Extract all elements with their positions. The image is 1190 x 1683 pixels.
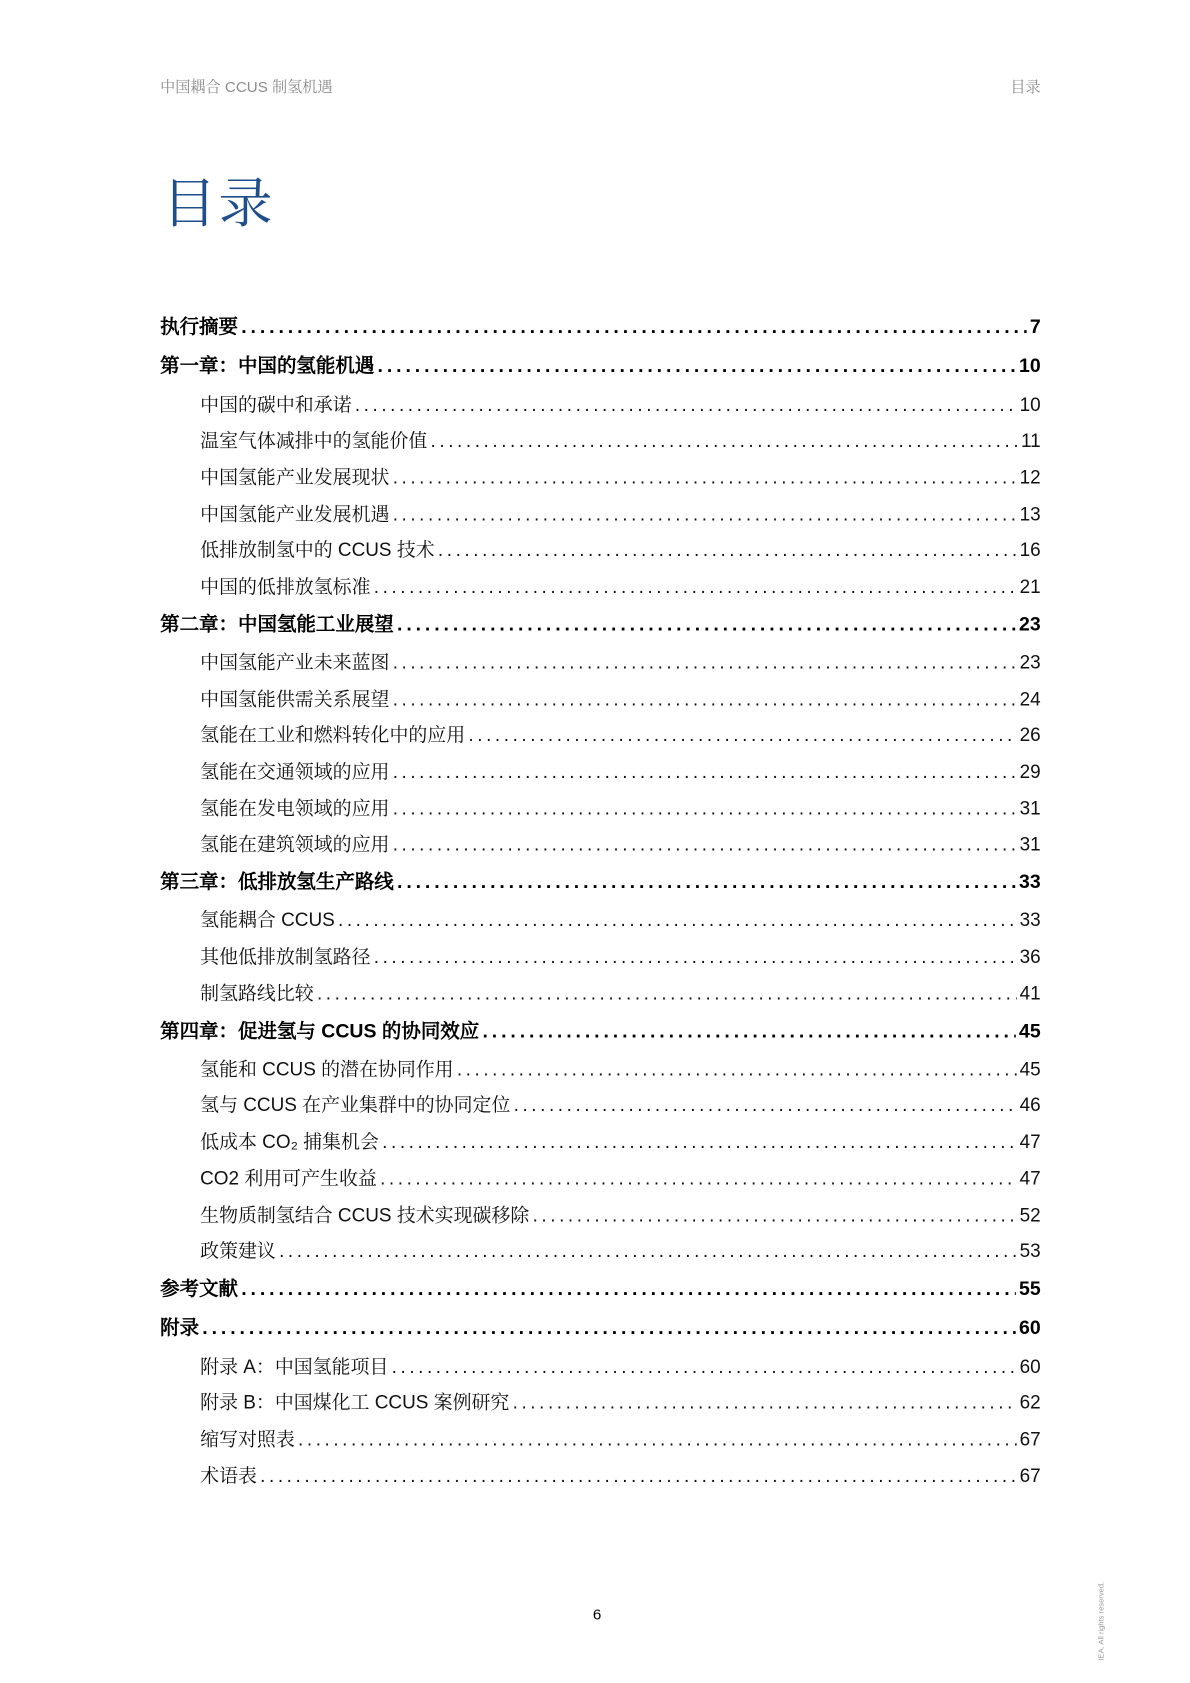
toc-entry-label: 氢能耦合 CCUS <box>200 909 335 931</box>
dot-leader <box>468 724 1016 747</box>
toc-entry-label: 中国氢能产业发展现状 <box>200 466 390 488</box>
dot-leader <box>393 761 1017 784</box>
toc-entry-page: 45 <box>1019 1019 1041 1042</box>
table-of-contents <box>160 312 1041 1498</box>
dot-leader <box>260 1464 1016 1487</box>
toc-entry-label: 中国氢能产业未来蓝图 <box>200 651 390 673</box>
toc-entry-page: 31 <box>1019 833 1041 856</box>
toc-section-entry[interactable] <box>160 979 1041 1015</box>
toc-entry-label: 温室气体减排中的氢能价值 <box>200 429 428 452</box>
toc-entry-label: 执行摘要 <box>160 315 238 338</box>
toc-entry-label: 氢能和 CCUS 的潜在协同作用 <box>200 1057 454 1080</box>
toc-entry-label: CO2 利用可产生收益 <box>200 1167 377 1189</box>
toc-entry-label: 第四章：促进氢与 CCUS 的协同效应 <box>160 1019 480 1042</box>
toc-entry-page: 36 <box>1019 945 1041 968</box>
toc-entry-page: 67 <box>1019 1464 1041 1486</box>
dot-leader <box>393 797 1017 820</box>
toc-entry-page: 52 <box>1019 1203 1041 1226</box>
toc-entry-page: 24 <box>1019 687 1041 710</box>
dot-leader <box>241 316 1026 339</box>
toc-entry-page: 41 <box>1019 982 1041 1004</box>
dot-leader <box>393 833 1017 856</box>
toc-entry-page: 10 <box>1019 355 1041 377</box>
toc-entry-page: 29 <box>1019 760 1041 783</box>
toc-entry-label: 术语表 <box>200 1464 257 1486</box>
toc-entry-label: 附录 <box>160 1316 200 1339</box>
toc-entry-page: 47 <box>1019 1130 1041 1153</box>
dot-leader <box>338 909 1016 932</box>
toc-entry-label: 第二章：中国氢能工业展望 <box>160 613 394 635</box>
dot-leader <box>431 430 1018 453</box>
dot-leader <box>514 1094 1017 1117</box>
toc-entry-label: 政策建议 <box>200 1239 276 1262</box>
toc-section-entry[interactable] <box>160 463 1041 499</box>
toc-section-entry[interactable] <box>160 1164 1041 1200</box>
toc-chapter-entry[interactable] <box>160 867 1041 906</box>
toc-section-entry[interactable] <box>160 794 1041 830</box>
toc-section-entry[interactable] <box>160 1352 1041 1388</box>
toc-section-entry[interactable] <box>160 1237 1041 1273</box>
toc-entry-page: 53 <box>1019 1239 1041 1262</box>
page-number: 6 <box>592 1605 602 1623</box>
toc-entry-page: 23 <box>1019 613 1041 635</box>
toc-entry-label: 氢能在工业和燃料转化中的应用 <box>200 724 466 746</box>
dot-leader <box>393 688 1017 711</box>
toc-section-entry[interactable] <box>160 1091 1041 1127</box>
toc-chapter-entry[interactable] <box>160 312 1041 351</box>
toc-entry-label: 附录 B：中国煤化工 CCUS 案例研究 <box>200 1391 510 1414</box>
dot-leader <box>438 539 1016 562</box>
dot-leader <box>533 1204 1017 1227</box>
toc-entry-label: 氢能在建筑领域的应用 <box>200 833 390 856</box>
dot-leader <box>392 1355 1017 1378</box>
toc-section-entry[interactable] <box>160 906 1041 942</box>
dot-leader <box>317 982 1016 1005</box>
toc-entry-label: 生物质制氢结合 CCUS 技术实现碳移除 <box>200 1203 530 1226</box>
toc-section-entry[interactable] <box>160 1461 1041 1497</box>
toc-section-entry[interactable] <box>160 942 1041 978</box>
toc-entry-page: 11 <box>1021 429 1041 452</box>
toc-entry-page: 47 <box>1019 1167 1041 1189</box>
toc-section-entry[interactable] <box>160 572 1041 608</box>
dot-leader <box>355 393 1017 416</box>
toc-entry-page: 60 <box>1019 1354 1041 1377</box>
toc-entry-page: 46 <box>1019 1094 1041 1116</box>
toc-entry-page: 13 <box>1019 502 1041 525</box>
dot-leader <box>397 871 1016 894</box>
toc-section-entry[interactable] <box>160 648 1041 684</box>
toc-entry-label: 中国氢能供需关系展望 <box>200 687 390 710</box>
toc-entry-page: 31 <box>1019 797 1041 819</box>
dot-leader <box>380 1167 1016 1190</box>
toc-entry-page: 12 <box>1019 466 1041 488</box>
dot-leader <box>397 613 1016 636</box>
dot-leader <box>513 1391 1017 1414</box>
toc-entry-page: 23 <box>1019 651 1041 673</box>
toc-entry-page: 16 <box>1019 539 1041 561</box>
toc-entry-label: 中国氢能产业发展机遇 <box>200 502 390 525</box>
toc-section-entry[interactable] <box>160 684 1041 720</box>
dot-leader <box>374 946 1017 969</box>
toc-section-entry[interactable] <box>160 499 1041 535</box>
toc-section-entry[interactable] <box>160 427 1041 463</box>
dot-leader <box>378 355 1016 378</box>
dot-leader <box>298 1428 1016 1451</box>
toc-entry-label: 参考文献 <box>160 1277 238 1300</box>
toc-entry-page: 45 <box>1019 1057 1041 1080</box>
toc-chapter-entry[interactable] <box>160 609 1041 648</box>
dot-leader <box>393 503 1017 526</box>
dot-leader <box>393 651 1017 674</box>
toc-entry-label: 中国的碳中和承诺 <box>200 393 352 415</box>
toc-section-entry[interactable] <box>160 536 1041 572</box>
toc-entry-label: 氢能在发电领域的应用 <box>200 797 390 819</box>
toc-entry-label: 附录 A：中国氢能项目 <box>200 1354 389 1377</box>
toc-chapter-entry[interactable] <box>160 1273 1041 1312</box>
toc-entry-label: 缩写对照表 <box>200 1427 295 1450</box>
toc-entry-page: 21 <box>1019 575 1041 598</box>
toc-chapter-entry[interactable] <box>160 1312 1041 1351</box>
toc-entry-page: 60 <box>1019 1316 1041 1339</box>
toc-section-entry[interactable] <box>160 830 1041 866</box>
dot-leader <box>202 1317 1015 1340</box>
toc-section-entry[interactable] <box>160 1425 1041 1461</box>
running-header-section: 目录 <box>1010 77 1041 96</box>
toc-section-entry[interactable] <box>160 1127 1041 1163</box>
dot-leader <box>457 1058 1017 1081</box>
toc-chapter-entry[interactable] <box>160 1015 1041 1054</box>
toc-entry-page: 10 <box>1019 393 1041 415</box>
copyright-notice: IEA. All rights reserved. <box>1098 1581 1106 1661</box>
running-header-title: 中国耦合 CCUS 制氢机遇 <box>160 77 333 96</box>
toc-entry-page: 7 <box>1029 315 1041 338</box>
toc-section-entry[interactable] <box>160 757 1041 793</box>
toc-entry-label: 第三章：低排放氢生产路线 <box>160 871 394 893</box>
toc-section-entry[interactable] <box>160 1055 1041 1091</box>
toc-entry-page: 67 <box>1019 1427 1041 1450</box>
toc-entry-label: 制氢路线比较 <box>200 982 314 1004</box>
toc-entry-label: 第一章：中国的氢能机遇 <box>160 355 375 377</box>
dot-leader <box>241 1278 1016 1301</box>
toc-entry-label: 其他低排放制氢路径 <box>200 945 371 968</box>
toc-section-entry[interactable] <box>160 721 1041 757</box>
toc-entry-label: 氢能在交通领域的应用 <box>200 760 390 783</box>
dot-leader <box>382 1131 1016 1154</box>
toc-entry-page: 33 <box>1019 909 1041 931</box>
toc-entry-page: 62 <box>1019 1391 1041 1414</box>
page-title: 目录 <box>162 172 275 235</box>
toc-entry-label: 中国的低排放氢标准 <box>200 575 371 598</box>
dot-leader <box>482 1020 1015 1043</box>
toc-entry-label: 低排放制氢中的 CCUS 技术 <box>200 539 435 561</box>
toc-section-entry[interactable] <box>160 390 1041 426</box>
dot-leader <box>393 466 1017 489</box>
dot-leader <box>374 576 1017 599</box>
toc-section-entry[interactable] <box>160 1388 1041 1424</box>
toc-section-entry[interactable] <box>160 1200 1041 1236</box>
dot-leader <box>279 1240 1016 1263</box>
toc-entry-page: 26 <box>1019 724 1041 746</box>
toc-entry-label: 氢与 CCUS 在产业集群中的协同定位 <box>200 1094 511 1116</box>
toc-entry-label: 低成本 CO₂ 捕集机会 <box>200 1130 379 1153</box>
toc-entry-page: 55 <box>1019 1277 1041 1300</box>
toc-entry-page: 33 <box>1019 871 1041 893</box>
toc-chapter-entry[interactable] <box>160 351 1041 390</box>
